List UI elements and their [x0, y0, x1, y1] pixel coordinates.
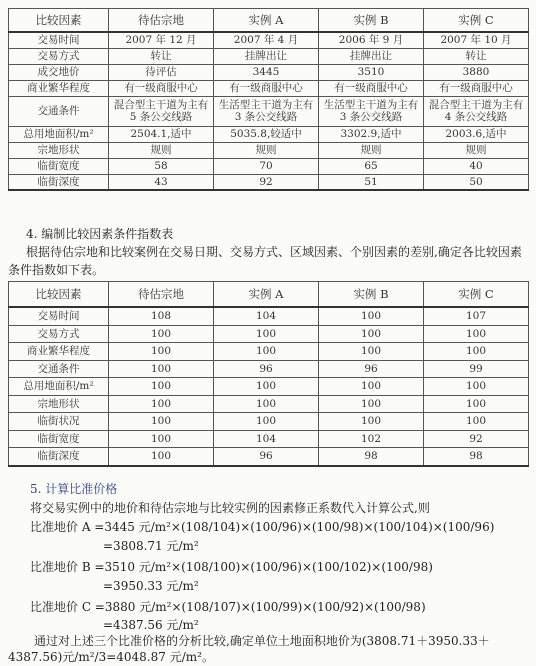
- table-cell: 2007 年 10 月: [424, 32, 529, 48]
- table-cell: 98: [319, 448, 424, 466]
- table-row: [9, 142, 529, 158]
- table-cell: 99: [424, 360, 529, 378]
- table-row: [9, 448, 529, 466]
- table-row: [9, 413, 529, 431]
- table-cell: 100: [109, 360, 214, 378]
- column-header: 待估宗地: [109, 282, 214, 308]
- table-cell: 40: [424, 158, 529, 174]
- table-cell: 104: [214, 430, 319, 448]
- row-label-cell: 交通条件: [9, 360, 109, 378]
- row-label-cell: 交易方式: [9, 48, 109, 64]
- table-cell: 有一级商服中心: [424, 80, 529, 96]
- table-cell: 100: [424, 395, 529, 413]
- table-cell: 2504.1,适中: [109, 126, 214, 142]
- formula-a-result: =3808.71 元/m²: [103, 539, 199, 553]
- table-cell: 92: [424, 430, 529, 448]
- section-4-paragraph: 根据待估宗地和比较案例在交易日期、交易方式、区域因素、个别因素的差别,确定各比较因素条件指数如下表。: [8, 245, 522, 277]
- table-cell: 100: [424, 325, 529, 343]
- row-label-cell: 总用地面积/m²: [9, 126, 109, 142]
- column-header: 实例 B: [319, 282, 424, 308]
- formula-a: 比准地价 A =3445 元/m²×(108/104)×(100/96)×(100/98)×(100/104)×(100/96): [30, 520, 495, 534]
- table-header-row: [9, 282, 529, 308]
- formula-c-result: =4387.56 元/m²: [103, 618, 199, 632]
- table-cell: 43: [109, 174, 214, 190]
- table-cell: 2007 年 4 月: [214, 32, 319, 48]
- table-cell: 98: [424, 448, 529, 466]
- row-label-cell: 交易方式: [9, 325, 109, 343]
- table-cell: 100: [109, 395, 214, 413]
- table-cell: 生活型主干道为主有 3 条公交线路: [214, 96, 319, 126]
- table-cell: 100: [109, 378, 214, 396]
- row-label-cell: 商业繁华程度: [9, 80, 109, 96]
- column-header: 实例 C: [424, 9, 529, 33]
- column-header: 实例 B: [319, 9, 424, 33]
- table-cell: 生活型主干道为主有 3 条公交线路: [319, 96, 424, 126]
- row-label-cell: 临街深度: [9, 174, 109, 190]
- table-cell: 2006 年 9 月: [319, 32, 424, 48]
- table-cell: 100: [424, 378, 529, 396]
- table-cell: 100: [319, 378, 424, 396]
- column-header: 实例 C: [424, 282, 529, 308]
- table-row: [9, 378, 529, 396]
- conclusion-line-2: 4387.56)元/m²/3=4048.87 元/m²。: [8, 650, 214, 664]
- table-row: [9, 343, 529, 361]
- table-cell: 规则: [214, 142, 319, 158]
- conclusion-line-1: 通过对上述三个比准价格的分析比较,确定单位土地面积地价为(3808.71＋3950.33＋: [34, 634, 490, 648]
- row-label-cell: 交通条件: [9, 96, 109, 126]
- table-row: [9, 307, 529, 325]
- table-cell: 96: [214, 360, 319, 378]
- row-label-cell: 商业繁华程度: [9, 343, 109, 361]
- table-cell: 100: [319, 307, 424, 325]
- table-cell: 100: [109, 448, 214, 466]
- row-label-cell: 成交地价: [9, 64, 109, 80]
- column-header: 比较因素: [9, 282, 109, 308]
- table-cell: 100: [319, 343, 424, 361]
- table-cell: 100: [319, 395, 424, 413]
- table-cell: 51: [319, 174, 424, 190]
- table-cell: 92: [214, 174, 319, 190]
- row-label-cell: 临街深度: [9, 448, 109, 466]
- comparison-cases-table: [8, 8, 529, 191]
- column-header: 实例 A: [214, 282, 319, 308]
- table-cell: 100: [109, 413, 214, 431]
- table-cell: 100: [109, 343, 214, 361]
- table-row: [9, 174, 529, 190]
- table-body: [9, 307, 529, 466]
- row-label-cell: 宗地形状: [9, 142, 109, 158]
- table-cell: 3880: [424, 64, 529, 80]
- table-cell: 100: [109, 325, 214, 343]
- table-row: [9, 32, 529, 48]
- table-cell: 100: [319, 325, 424, 343]
- table-cell: 107: [424, 307, 529, 325]
- table-cell: 100: [214, 413, 319, 431]
- table-cell: 96: [319, 360, 424, 378]
- column-header: 比较因素: [9, 9, 109, 33]
- table-row: [9, 430, 529, 448]
- row-label-cell: 临街宽度: [9, 430, 109, 448]
- table-cell: 100: [424, 343, 529, 361]
- table-row: [9, 158, 529, 174]
- table-row: [9, 96, 529, 126]
- table-cell: 2003.6,适中: [424, 126, 529, 142]
- table-cell: 100: [109, 430, 214, 448]
- table-cell: 有一级商服中心: [214, 80, 319, 96]
- table-cell: 规则: [109, 142, 214, 158]
- table-cell: 104: [214, 307, 319, 325]
- formula-b: 比准地价 B =3510 元/m²×(108/100)×(100/96)×(100/102)×(100/98): [30, 560, 433, 574]
- formula-c: 比准地价 C =3880 元/m²×(108/107)×(100/99)×(100/92)×(100/98): [30, 600, 426, 614]
- table-cell: 100: [214, 378, 319, 396]
- table-cell: 100: [214, 325, 319, 343]
- table-cell: 规则: [319, 142, 424, 158]
- table-cell: 70: [214, 158, 319, 174]
- table-row: [9, 395, 529, 413]
- row-label-cell: 临街状况: [9, 413, 109, 431]
- section-5-heading: 5. 计算比准价格: [30, 482, 118, 496]
- table-cell: 挂牌出让: [319, 48, 424, 64]
- table-cell: 挂牌出让: [214, 48, 319, 64]
- section-5-intro: 将交易实例中的地价和待估宗地与比较实例的因素修正系数代入计算公式,则: [30, 501, 430, 515]
- table-cell: 转让: [424, 48, 529, 64]
- table-cell: 2007 年 12 月: [109, 32, 214, 48]
- column-header: 待估宗地: [109, 9, 214, 33]
- table-row: [9, 126, 529, 142]
- table-row: [9, 325, 529, 343]
- table-cell: 有一级商服中心: [109, 80, 214, 96]
- row-label-cell: 总用地面积/m²: [9, 378, 109, 396]
- table-cell: 转让: [109, 48, 214, 64]
- table-body: [9, 32, 529, 190]
- table-cell: 3510: [319, 64, 424, 80]
- table-cell: 100: [319, 413, 424, 431]
- section-4-heading: 4. 编制比较因素条件指数表: [26, 227, 174, 241]
- table-row: [9, 80, 529, 96]
- formula-b-result: =3950.33 元/m²: [103, 579, 199, 593]
- table-cell: 102: [319, 430, 424, 448]
- row-label-cell: 临街宽度: [9, 158, 109, 174]
- table-row: [9, 64, 529, 80]
- table-cell: 58: [109, 158, 214, 174]
- table-cell: 混合型主干道为主有 4 条公交线路: [424, 96, 529, 126]
- table-cell: 100: [424, 413, 529, 431]
- table-cell: 108: [109, 307, 214, 325]
- row-label-cell: 宗地形状: [9, 395, 109, 413]
- column-header: 实例 A: [214, 9, 319, 33]
- table-cell: 有一级商服中心: [319, 80, 424, 96]
- row-label-cell: 交易时间: [9, 32, 109, 48]
- table-row: [9, 48, 529, 64]
- table-header-row: [9, 9, 529, 33]
- table-cell: 96: [214, 448, 319, 466]
- row-label-cell: 交易时间: [9, 307, 109, 325]
- table-cell: 5035.8,较适中: [214, 126, 319, 142]
- table-cell: 65: [319, 158, 424, 174]
- table-cell: 规则: [424, 142, 529, 158]
- table-cell: 3302.9,适中: [319, 126, 424, 142]
- condition-index-table: [8, 281, 529, 467]
- table-cell: 100: [214, 343, 319, 361]
- table-cell: 3445: [214, 64, 319, 80]
- table-cell: 待评估: [109, 64, 214, 80]
- table-cell: 100: [214, 395, 319, 413]
- table-cell: 50: [424, 174, 529, 190]
- table-cell: 混合型主干道为主有 5 条公交线路: [109, 96, 214, 126]
- table-row: [9, 360, 529, 378]
